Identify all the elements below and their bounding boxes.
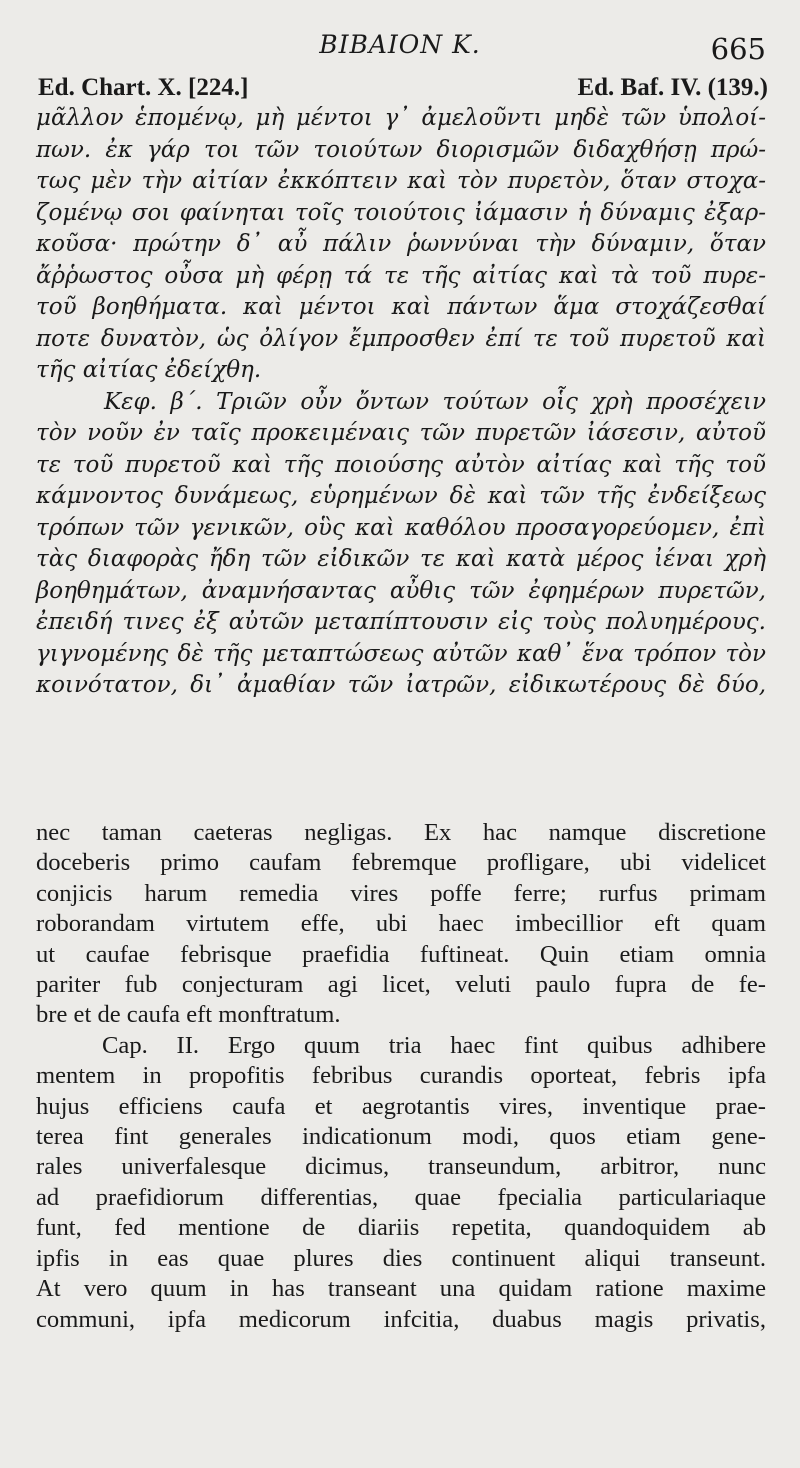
latin-line: terea fint generales indicationum modi, quos etiam gene-	[36, 1123, 766, 1151]
greek-line: κοῦσα· πρώτην δ᾽ αὖ πάλιν ῥωννύναι τὴν δύναμιν, ὅταν	[36, 231, 766, 257]
running-title: BIBAION K.	[319, 30, 481, 59]
latin-line: funt, fed mentione de diariis repetita, quandoquidem ab	[36, 1214, 766, 1242]
latin-line: rales univerfalesque dicimus, transeundum, arbitror, nunc	[36, 1153, 766, 1181]
greek-line: ποτε δυνατὸν, ὡς ὀλίγον ἔμπροσθεν ἐπί τε τοῦ πυρετοῦ καὶ	[36, 325, 766, 352]
latin-line: pariter fub conjecturam agi licet, veluti paulo fupra de fe-	[36, 971, 766, 999]
greek-line: μᾶλλον ἑπομένῳ, μὴ μέντοι γ᾽ ἀμελοῦντι μηδὲ τῶν ὑπολοί-	[36, 105, 766, 131]
edition-references	[38, 74, 768, 102]
greek-line: τοῦ βοηθήματα. καὶ μέντοι καὶ πάντων ἅμα στοχάζεσθαί	[36, 294, 766, 320]
latin-line: roborandam virtutem effe, ubi haec imbecillior eft quam	[36, 910, 766, 938]
edition-reference-chart: Ed. Chart. X. [224.]	[38, 74, 249, 101]
latin-line: ut caufae febrisque praefidia fuftineat. Quin etiam omnia	[36, 940, 766, 968]
greek-chapter-heading-line: Κεφ. β΄. Τριῶν οὖν ὄντων τούτων οἷς χρὴ προσέχειν	[104, 388, 766, 415]
greek-line: ἐπειδή τινες ἐξ αὐτῶν μεταπίπτουσιν εἰς τοὺς πολυημέρους.	[36, 609, 766, 635]
latin-line: doceberis primo caufam febremque profligare, ubi videlicet	[36, 849, 766, 877]
latin-line: At vero quum in has transeant una quidam ratione maxime	[36, 1275, 766, 1303]
page-number: 665	[710, 32, 766, 66]
latin-line: nec taman caeteras negligas. Ex hac namque discretione	[36, 819, 766, 846]
latin-line: communi, ipfa medicorum infcitia, duabus magis privatis,	[36, 1305, 766, 1333]
latin-chapter-heading-line: Cap. II. Ergo quum tria haec fint quibus adhibere	[102, 1031, 766, 1059]
greek-line: τὸν νοῦν ἐν ταῖς προκειμέναις τῶν πυρετῶν ἰάσεσιν, αὐτοῦ	[36, 420, 766, 446]
greek-line: βοηθημάτων, ἀναμνήσαντας αὖθις τῶν ἐφημέρων πυρετῶν,	[36, 577, 766, 604]
latin-line: hujus efficiens caufa et aegrotantis vires, inventique prae-	[36, 1092, 766, 1120]
edition-reference-basel: Ed. Baf. IV. (139.)	[577, 74, 768, 101]
greek-line: κοινότατον, δι᾽ ἀμαθίαν τῶν ἰατρῶν, εἰδικωτέρους δὲ δύο,	[36, 672, 766, 698]
greek-line: τε τοῦ πυρετοῦ καὶ τῆς ποιούσης αὐτὸν αἰτίας καὶ τῆς τοῦ	[36, 451, 766, 478]
greek-line: ἄῤῥωστος οὖσα μὴ φέρῃ τά τε τῆς αἰτίας καὶ τὰ τοῦ πυρε-	[36, 262, 766, 289]
greek-line: πων. ἐκ γάρ τοι τῶν τοιούτων διορισμῶν διδαχθήσῃ πρώ-	[36, 136, 766, 163]
latin-line: ad praefidiorum differentias, quae fpecialia particulariaque	[36, 1183, 766, 1211]
greek-line: τρόπων τῶν γενικῶν, οὓς καὶ καθόλου προσαγορεύομεν, ἐπὶ	[36, 514, 766, 541]
greek-line: ζομένῳ σοι φαίνηται τοῖς τοιούτοις ἰάμασιν ἡ δύναμις ἐξαρ-	[36, 199, 766, 226]
greek-line: τως μὲν τὴν αἰτίαν ἐκκόπτειν καὶ τὸν πυρετὸν, ὅταν στοχα-	[36, 168, 766, 194]
greek-text-block	[36, 103, 766, 702]
greek-line: τῆς αἰτίας ἐδείχθη.	[36, 357, 262, 383]
greek-line: τὰς διαφορὰς ἤδη τῶν εἰδικῶν τε καὶ κατὰ μέρος ἰέναι χρὴ	[36, 546, 766, 572]
latin-line: mentem in propofitis febribus curandis oporteat, febris ipfa	[36, 1062, 766, 1090]
greek-line: γιγνομένης δὲ τῆς μεταπτώσεως αὐτῶν καθ᾽ ἕνα τρόπον τὸν	[36, 640, 766, 667]
latin-line: conjicis harum remedia vires poffe ferre; rurfus primam	[36, 879, 766, 907]
latin-line: ipfis in eas quae plures dies continuent aliqui transeunt.	[36, 1244, 766, 1272]
latin-text-block	[36, 818, 766, 1335]
greek-line: κάμνοντος δυνάμεως, εὑρημένων δὲ καὶ τῶν τῆς ἐνδείξεως	[36, 483, 766, 509]
latin-line: bre et de caufa eft monftratum.	[36, 1001, 341, 1029]
